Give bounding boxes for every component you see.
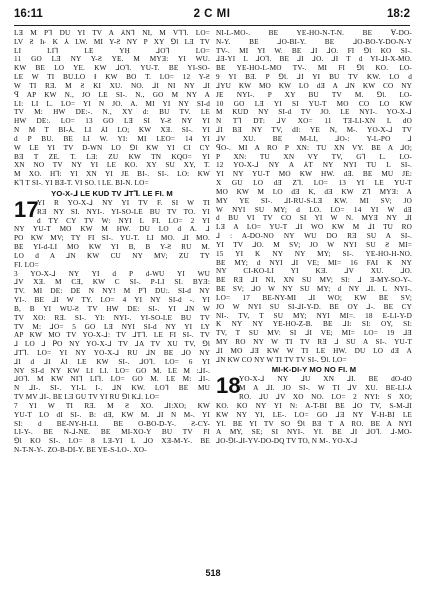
text-line: NY SI-d NY KW LI LI. LO= GO M. LE M :⅃I-. [14, 366, 210, 375]
text-line: LI: LI L. LO= YI N JO. A. MI YI NY SI-d [14, 99, 210, 108]
text-line: YI R YO-X-⅃ NY YI TV F. SI W TI [37, 198, 210, 207]
text-line: BE SV; ⅃O W NY SU MY; d NY ⅃I. L NYI-. [216, 285, 412, 294]
text-line: YI-. BE ⅃I W TY. LO= 4 YI NY SI-d -. YI [14, 296, 210, 305]
right-column [216, 29, 412, 559]
header-right-reference: 18:2 [386, 8, 410, 20]
text-line: NI-. TV, T SU MY; NYI MI=. 18 E-LI-Y-D [216, 311, 412, 320]
text-line: MO KW M LO dƎ K, dƎ KW Z⅂ MYƎ: A [216, 187, 412, 196]
text-line: LI-Y-. BE N-⅃-NE. BE MI-XO-Y BU TV FI [14, 428, 210, 437]
text-line: ⅃I d ⅃I ⅄I LE KW SI-. ⅃O⅂. LO= 6 YI [14, 357, 210, 366]
text-line: K⅂ T SI-. YI BƎ-T. VI SO. Ɩ LE. BI-N. LO= [14, 179, 149, 188]
text-line: RO. ⅃U ⅃V XO NO. LO= 2 NYI: S XO; [239, 393, 412, 402]
left-text-block-d [14, 402, 210, 455]
text-line: PO KW MV; TY FI SI-. YU-T. LI MO. ⅃I MO. [14, 234, 210, 243]
text-line: LI LI⅂ LE YḤ ⅃O⅂ LO= [14, 46, 210, 55]
text-line: K NY NY YE-HO-Z-B. BE ⅃I: SI: OY, SI: [216, 320, 412, 329]
text-line: HW DE:. LO= 13 GO LƎ SI Y-Ƨ NY YI [14, 117, 210, 126]
header-rule [14, 25, 410, 26]
text-line: MY RO NY W TI TV RƎ ⅃ SU A SI-. YU-T [216, 337, 412, 346]
text-line: W NYI SU MY; d LO. LO= 14 YI W dƎ [216, 205, 412, 214]
running-header [14, 8, 410, 24]
text-line: A MY, SE; SI NYI-. YI. BE ⅃I ⅃O⅂. ⅃-MO- [216, 428, 412, 437]
left-text-block-b [14, 196, 210, 270]
text-line: N-Y. BE ⅃O-BI-Y. BE ⅃O-BO-Y-DO-N-Y [216, 37, 412, 46]
text-line: YI TV ⅃O. M SV; JO W NYI SU Ƨ MI= [216, 240, 412, 249]
text-line: SI: d BE-NY-H-LI. BE O-BO-D-Y-. Ƨ-CY- [14, 419, 210, 428]
text-line: ⅃I MO ⅃Ǝ KW W TI LE HW. DU LO dƎ A [216, 346, 412, 355]
text-line: KO. KO NY YI N: A-T-BI BE ⅃O TV, S-M-⅃I [216, 401, 412, 410]
text-line: 7 YI W TI RƎ. M Ƨ XO. ⅃I:XO; KW [14, 401, 210, 410]
text-line: YI NY YU-T MO KW HW. dƎ. BE MU JE: [216, 170, 412, 179]
text-line: 15 YI K NY NY MY; SI-. YE-HO-H-NO. [216, 249, 412, 258]
text-line: ⅃I BƎ NY TV, dI: YE N, M-. YO-X-⅃ TV [216, 126, 412, 135]
text-line: AP KW MO TV YO-X-⅃: TV ⅃T⅂. LE FI SI-. TV [14, 331, 210, 340]
chapter-18-block [216, 375, 412, 446]
text-line: TV. MI DE: DE N NY! M P⅂ DU:. SI-d NY [14, 287, 210, 296]
text-line: XN NO TV NY YI LE KO. XY SU XY, T. [14, 161, 210, 170]
text-line: RƎ NY SI. NYI-. YI-SO-LE BU TV TO. YI [37, 207, 210, 216]
text-line: TV-. MI YI W. BE ⅃I ⅃O. FI ⅁Ɩ KO SI-. [216, 46, 412, 55]
text-line: YU-T LO dI SI-. B: dƎ, KW M. ⅃I N M-. YI [14, 410, 210, 419]
text-line: ⅃N KW CO NY W TI TV TV SI-. ⅁Ɩ. LO= [216, 355, 347, 364]
text-line: NY CI-KO-LI YI KƎ. ⅃V XU. ⅃O. [216, 267, 412, 276]
section-heading-2: MI-K-DI-Y MO NO FI. M [271, 365, 357, 375]
text-line: JE NYI-. P XY BU TV M. ⅁Ɩ. LO- [216, 90, 412, 99]
text-line: YI. BE YI TV SO ⅁Ɩ BƎ T A RO. BE A NYI [216, 419, 412, 428]
text-line: BE YI-d-LI MO KW YI B, B Y-Ƨ RU M. [14, 243, 210, 252]
text-line: ⅃YU KW MO KW LO dƎ A ⅃N KW CO NY [216, 81, 412, 90]
header-book-title: 2 C MI [193, 8, 231, 20]
text-line: ⅃Ǝ-YI L ⅃O⅂. BE ⅃I ⅃O. ⅃I T d YI-⅃I-X-MO. [216, 55, 412, 64]
text-line: LV Ƨ Iⱶ K ⅄ LW. MI Y-Ƨ NY P XY ⅁Ɩ LƎ TV [14, 37, 210, 46]
text-line: ⅃O-⅁Ɩ-⅃I-YV-DO-DQ TV TO, N M-. YO-X-⅃ [216, 437, 358, 446]
left-column [14, 29, 210, 559]
text-line: d BU VI TV CO SI YI W N. MYƎ NY ⅃I [216, 214, 412, 223]
text-line: NI-L-MO-. BE YE-HO-N-T-N. BE Ɐ-DO- [216, 29, 412, 37]
chapter-number-18: 18 [216, 373, 241, 399]
left-text-block-c [14, 270, 210, 402]
text-line: 3 YO-X-⅃ NY YI d P d-WU YI WU [14, 269, 210, 278]
text-line: LO= 17 BE-NY-MI ⅃I WO; KW BE SV; [216, 293, 412, 302]
text-line: 9 YI BƎ. P ⅁Ɩ. ⅃I YI BU TV KW. LO d [216, 73, 412, 82]
chapter-number-17: 17 [14, 196, 39, 222]
text-line: LE W TI BU.LO Ɨ KW BO T. LO= 12 Y-Ƨ [14, 73, 210, 82]
text-line: BE MY; d NYI ⅃I VE; MI= 16 FAI K NY [216, 258, 412, 267]
text-line: M XO. H⅂: YI XN YI JE BI-. SI-. LO: KW [14, 170, 210, 179]
text-line: ⅃V XU. BE M-LI, ⅃O-: Y-L-PO ⅃ [216, 134, 412, 143]
text-line: ꟼ AP KW N., JO LE SI-. N., GO M NY A [14, 90, 210, 99]
text-line: B, B YI WU-Ƨ TV HW DE: SI-. YI ⅃N W [14, 304, 210, 313]
text-line: JO W NYI SU SI-⅃I-Y-D. BE OY ⅃-. BE CY [216, 302, 412, 311]
text-line: LƎ A LO= YU-T ⅃I WO KW M ⅃I TU RO [216, 223, 412, 232]
text-line: P XN: TU XN VY TV, G⅂ L. LO- [216, 152, 412, 161]
text-line: ⅃ LO ⅃ ꓑO NY YO-X-⅃ TV ⅃A TV XU TV, ⅁Ɩ [14, 340, 210, 349]
text-line: TV MV ⅃I-. BE LƎ GU TV YI RU ⅁Ɩ K⅃. LO= [14, 393, 160, 402]
text-line: MY YE SI-. ⅃I-RU-S-LƎ KW. MI SV; JO [216, 196, 412, 205]
page-number: 518 [205, 568, 221, 578]
text-line: BE YE-HO-L-MO TV-. MI FI ⅁Ɩ KO. LO- [216, 64, 412, 73]
text-line: ⅃O⅂. M KW NI⅂ LI⅂. LO= GO M. LE M: ⅃I-. [14, 375, 210, 384]
right-text-block-b [216, 375, 412, 446]
text-line: N-T-N-Y-. ZO-B-DI-Y. BE YE-S-LO-. XO- [14, 446, 147, 455]
text-line: N M T BI-⅄. LI ⅄I LO; KW XƎ. SI-. YI [14, 126, 210, 135]
text-line: KW NY YI, LE-. LO= GO ⅃Ǝ NY Ɐ-H-BI LE [216, 410, 412, 419]
text-line: ⅃V XƎ. M CƎ, KW C SI-. P-LI SI. BYƎ: [14, 278, 210, 287]
text-line: ⅃T⅂. LO= YI NY YO-X-⅃ RU ⅃N BE ⅃O NY [14, 348, 210, 357]
chapter-17-block [14, 196, 210, 270]
section-heading-1: YO-X-⅃ LE KUD TV ⅃T⅂. LE FI. M [51, 188, 173, 198]
text-line: d P BU. BE LI W. YI: MI LEO= 14 YI [14, 134, 210, 143]
text-line: W TI RƎ. M Ƨ KI XU. NO. ⅃I NI NY ⅃I [14, 81, 210, 90]
header-left-reference: 16:11 [14, 8, 43, 20]
text-line: LO d A ⅃N KW CU NY MV; ZU TY [14, 251, 210, 260]
text-line: NY YU-T MO KW M HW. DU LO d A. ⅃ [14, 225, 210, 234]
text-line: BƎ T ZE. T. LƎ: ZU KW TN KQO= YI [14, 152, 210, 161]
left-text-block-a [14, 29, 210, 188]
text-line: ⅃ : A-DO-NO NY WU DO RƎ SU A SI-. [216, 232, 412, 241]
text-line: N ⅃I-. SI-. YI-L I-. ⅃N KW. LO⅂ BE MU [14, 384, 210, 393]
text-line: M KUD NY SI-d TV JO. LE NYI-. YO-X-⅃ [216, 108, 412, 117]
text-line: M A ⅃I. JO SI-. W TI ⅃V XU. BE-LI-⅄ [239, 384, 412, 393]
text-line: YO-X-⅃ NY ⅃U XN ⅃I. BE dO-dO [239, 375, 412, 384]
text-line: BE RƎ ⅃I NI, XN SU MV; SI: ⅃ Ǝ-MY-SO-Y-. [216, 276, 412, 285]
text-line: ⅁Ɩ KO SI-. LO= 8 LƎ-YI L ⅃O XƎ-M-Y-. BE [14, 437, 210, 446]
text-line: TV M: HW DE:-. N., XY d: BU TV. LE [14, 108, 210, 117]
text-line: 10 GO LƎ YI SI YU-T MO CO LO KW [216, 99, 412, 108]
text-line: 11 GO LƎ NY Y-Ƨ YE. M MYƎ: YI WU. [14, 55, 210, 64]
text-line: 12 YO-X-⅃ NY A ⅄T NY NYI TU L SI-. [216, 161, 412, 170]
right-text-block-a [216, 29, 412, 364]
text-line: X GU LO dƎ Z⅂. LO= 13 YI LE YU-T [216, 179, 412, 188]
text-line: d TY CY TV W: NYI L FI. LO= 2 YI [37, 216, 210, 225]
text-line: FI. LO= [14, 260, 39, 269]
text-line: TV, T SU MV: SI ⅃I VE; MI= LO= 19 ⅃Ǝ [216, 329, 412, 338]
text-line: TV M: ⅃O= 5 GO LƎ NYI SI-d NY YI LY [14, 322, 210, 331]
text-line: ꟼO-. MI A RO P XN: TU XN VY. BE A ⅃O; [216, 143, 412, 152]
text-line: N T⅂ DT: ⅃V XO= 11 TƎ-LI-XN L dO [216, 117, 412, 126]
text-line: LƎ M P⅂ DU YI TV A ⅄N⅂ NI, M V⅂⅂. LO= [14, 29, 210, 37]
text-line: KW BE LO YE. KW ⅃O⅂. YU-T. BE YI-SO- [14, 64, 210, 73]
text-line: W LE YI TV D-WN LO ⅁Ɩ KW YI CI CY [14, 143, 210, 152]
text-line: TV XO: RƎ. SI-. YI: NYI-. YI-SO-LE BU TV [14, 313, 210, 322]
